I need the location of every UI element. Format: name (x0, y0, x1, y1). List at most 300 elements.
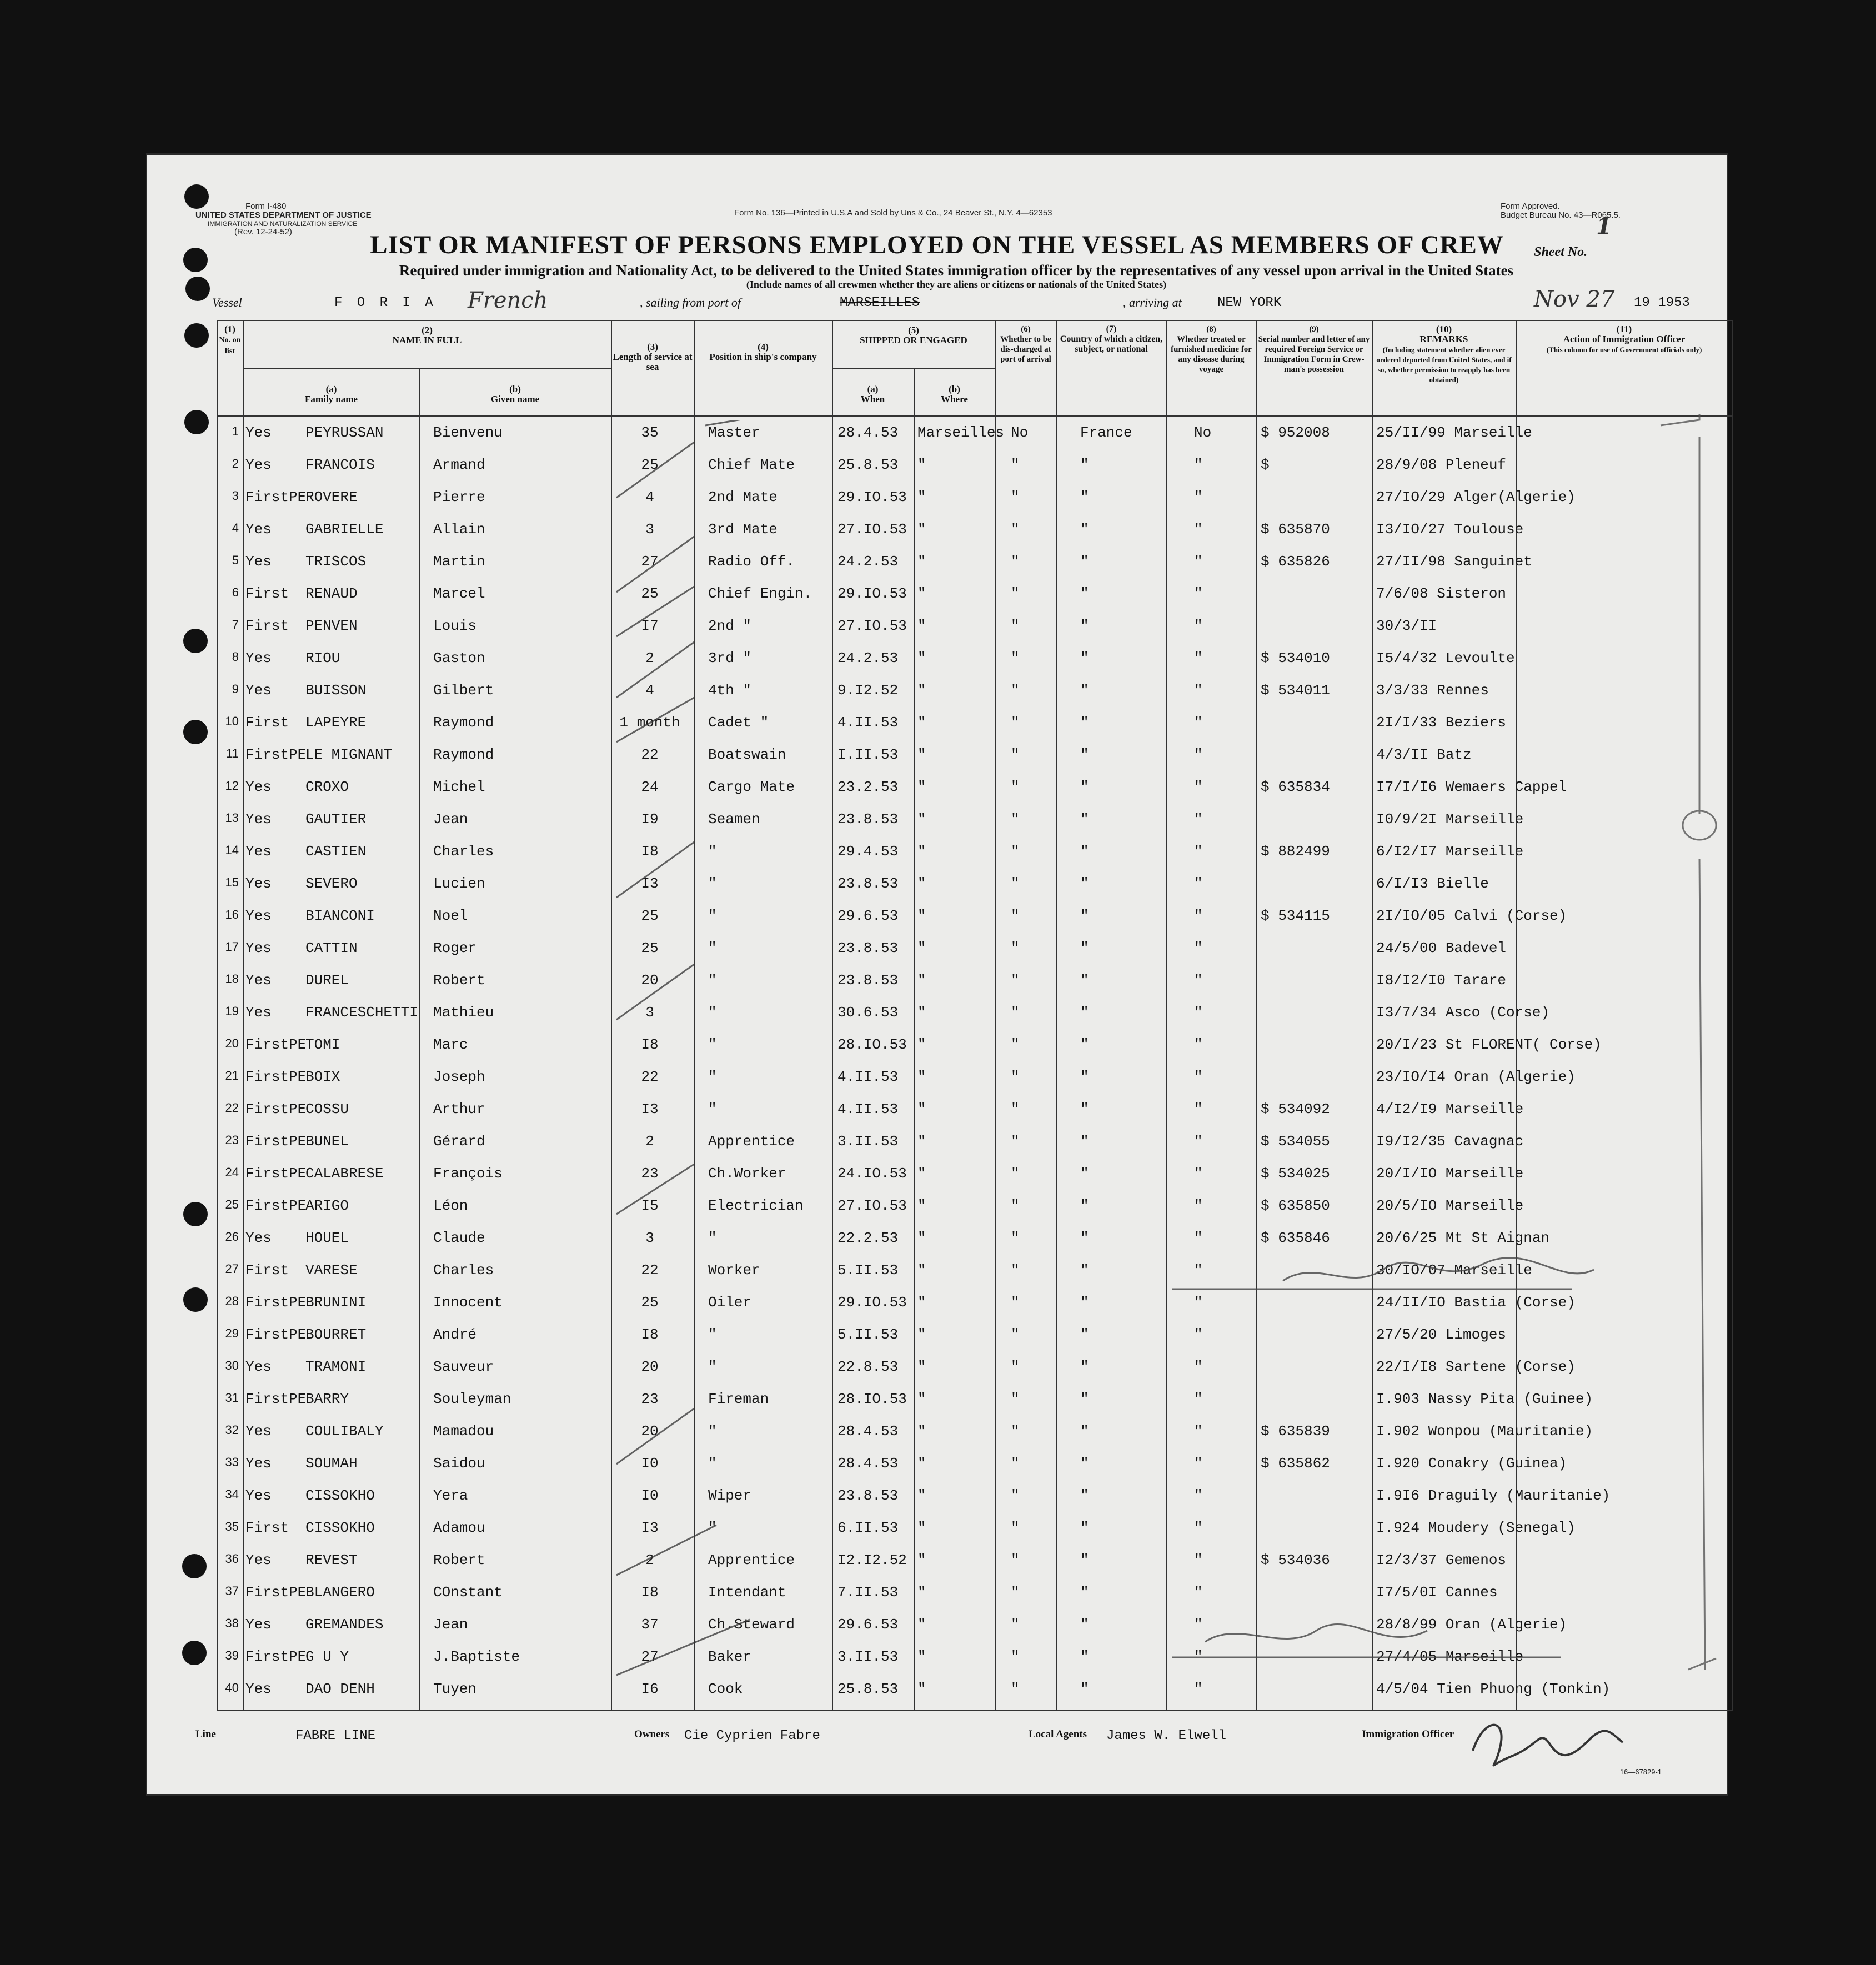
family-name: CISSOKHO (305, 1520, 375, 1536)
discharged: " (1011, 1455, 1020, 1472)
medicine: " (1194, 489, 1203, 505)
service-length: 25 (641, 940, 659, 956)
country: " (1080, 1616, 1089, 1633)
shipped-where: " (917, 618, 926, 634)
service-length: 20 (641, 972, 659, 989)
country: " (1080, 457, 1089, 473)
row-flag: FirstPE (245, 1165, 307, 1182)
shipped-when: 29.6.53 (837, 1616, 899, 1633)
table-row (217, 804, 1733, 836)
shipped-when: 23.8.53 (837, 811, 899, 828)
position: Worker (708, 1262, 760, 1279)
given-name: Bienvenu (433, 424, 503, 441)
row-flag: Yes (245, 940, 272, 956)
row-flag: FirstPE (245, 489, 307, 505)
discharged: " (1011, 1584, 1020, 1601)
medicine: " (1194, 1165, 1203, 1182)
country: " (1080, 1230, 1089, 1246)
position: Cargo Mate (708, 779, 795, 795)
table-row (217, 611, 1733, 643)
position: Ch.Worker (708, 1165, 786, 1182)
remarks: 20/5/IO Marseille (1376, 1197, 1524, 1214)
country: " (1080, 843, 1089, 860)
country: " (1080, 585, 1089, 602)
row-number: 33 (225, 1455, 239, 1469)
row-flag: Yes (245, 1423, 272, 1440)
row-flag: Yes (245, 779, 272, 795)
position: " (708, 1520, 717, 1536)
position: Ch.Steward (708, 1616, 795, 1633)
row-number: 10 (225, 714, 239, 728)
punch-hole (183, 1202, 208, 1226)
remarks: 27/II/98 Sanguinet (1376, 553, 1532, 570)
footer: Line FABRE LINE Owners Cie Cyprien Fabre Local Agents James W. Elwell Immigration Officer (195, 1728, 1717, 1751)
punch-hole (182, 1641, 207, 1665)
given-name: Claude (433, 1230, 485, 1246)
row-flag: FirstPE (245, 1326, 307, 1343)
shipped-where: " (917, 1069, 926, 1085)
country: " (1080, 553, 1089, 570)
shipped-where: " (917, 457, 926, 473)
position: " (708, 1326, 717, 1343)
shipped-when: 4.II.53 (837, 1069, 899, 1085)
row-flag: FirstPE (245, 1294, 307, 1311)
shipped-when: 28.4.53 (837, 424, 899, 441)
given-name: Jean (433, 1616, 468, 1633)
shipped-where: " (917, 682, 926, 699)
row-number: 37 (225, 1584, 239, 1598)
medicine: " (1194, 714, 1203, 731)
family-name: FRANCOIS (305, 457, 375, 473)
service-length: 3 (645, 1230, 654, 1246)
medicine: " (1194, 1520, 1203, 1536)
discharged: " (1011, 1230, 1020, 1246)
medicine: " (1194, 843, 1203, 860)
position: " (708, 843, 717, 860)
country: " (1080, 811, 1089, 828)
officer-bracket-marks (1516, 414, 1733, 1708)
shipped-where: " (917, 843, 926, 860)
row-flag: FirstPE (245, 1101, 307, 1117)
discharged: " (1011, 779, 1020, 795)
country: France (1080, 424, 1132, 441)
service-length: 25 (641, 457, 659, 473)
given-name: Sauveur (433, 1359, 494, 1375)
serial-number: $ 534025 (1261, 1165, 1330, 1182)
row-number: 12 (225, 779, 239, 793)
given-name: Robert (433, 972, 485, 989)
col-name-header: (2) NAME IN FULL (392, 325, 462, 345)
position: " (708, 1423, 717, 1440)
family-name: BUISSON (305, 682, 367, 699)
discharged: " (1011, 618, 1020, 634)
family-name: DUREL (305, 972, 349, 989)
family-name: TRISCOS (305, 553, 367, 570)
shipped-where: " (917, 1359, 926, 1375)
position: Wiper (708, 1487, 752, 1504)
position: Master (708, 424, 760, 441)
serial-number: $ 635839 (1261, 1423, 1330, 1440)
shipped-where: " (917, 650, 926, 666)
family-name: ROVERE (305, 489, 358, 505)
row-number: 15 (225, 875, 239, 889)
country: " (1080, 1133, 1089, 1150)
medicine: " (1194, 1262, 1203, 1279)
remarks: 27/5/20 Limoges (1376, 1326, 1507, 1343)
row-number: 28 (225, 1294, 239, 1308)
remarks: 23/IO/I4 Oran (Algerie) (1376, 1069, 1576, 1085)
remarks: 20/I/IO Marseille (1376, 1165, 1524, 1182)
serial-number: $ 534055 (1261, 1133, 1330, 1150)
service-length: 23 (641, 1391, 659, 1407)
position: Chief Mate (708, 457, 795, 473)
medicine: No (1194, 424, 1212, 441)
shipped-when: 24.IO.53 (837, 1165, 907, 1182)
country: " (1080, 1197, 1089, 1214)
given-name: Souleyman (433, 1391, 511, 1407)
service: IMMIGRATION AND NATURALIZATION SERVICE (208, 220, 358, 228)
service-length: I8 (641, 843, 659, 860)
remarks: I.924 Moudery (Senegal) (1376, 1520, 1576, 1536)
row-number: 13 (225, 811, 239, 825)
table-row (217, 579, 1733, 611)
service-length: 20 (641, 1359, 659, 1375)
serial-number: $ 534092 (1261, 1101, 1330, 1117)
shipped-when: 23.8.53 (837, 1487, 899, 1504)
given-name: Gilbert (433, 682, 494, 699)
shipped-where: " (917, 972, 926, 989)
service-length: I5 (641, 1197, 659, 1214)
col-family-header: (a) Family name (305, 384, 358, 404)
discharged: " (1011, 1036, 1020, 1053)
country: " (1080, 875, 1089, 892)
family-name: RIOU (305, 650, 340, 666)
given-name: Saidou (433, 1455, 485, 1472)
shipped-when: 9.I2.52 (837, 682, 899, 699)
position: " (708, 875, 717, 892)
row-flag: Yes (245, 682, 272, 699)
service-length: 4 (645, 682, 654, 699)
shipped-where: " (917, 1616, 926, 1633)
family-name: BRUNINI (305, 1294, 367, 1311)
discharged: " (1011, 1133, 1020, 1150)
medicine: " (1194, 940, 1203, 956)
shipped-when: 30.6.53 (837, 1004, 899, 1021)
shipped-when: 28.IO.53 (837, 1036, 907, 1053)
shipped-where: " (917, 1648, 926, 1665)
row-flag: Yes (245, 1359, 272, 1375)
row-number: 25 (225, 1197, 239, 1211)
serial-number: $ 635846 (1261, 1230, 1330, 1246)
service-length: 3 (645, 1004, 654, 1021)
serial-number: $ 534036 (1261, 1552, 1330, 1568)
row-flag: FirstPE (245, 1069, 307, 1085)
row-flag: FirstPE (245, 1584, 307, 1601)
country: " (1080, 682, 1089, 699)
table-row (217, 547, 1733, 579)
given-name: Yera (433, 1487, 468, 1504)
family-name: CATTIN (305, 940, 358, 956)
remarks: 3/3/33 Rennes (1376, 682, 1489, 699)
table-row (217, 1030, 1733, 1062)
remarks: 4/I2/I9 Marseille (1376, 1101, 1524, 1117)
row-flag: Yes (245, 1487, 272, 1504)
row-number: 16 (225, 908, 239, 921)
revision: (Rev. 12-24-52) (234, 227, 292, 237)
row-number: 20 (225, 1036, 239, 1050)
discharged: " (1011, 553, 1020, 570)
remarks: I9/I2/35 Cavagnac (1376, 1133, 1524, 1150)
medicine: " (1194, 585, 1203, 602)
medicine: " (1194, 1230, 1203, 1246)
position: Radio Off. (708, 553, 795, 570)
row-number: 29 (225, 1326, 239, 1340)
table-row (217, 997, 1733, 1030)
family-name: G U Y (305, 1648, 349, 1665)
family-name: BOURRET (305, 1326, 367, 1343)
serial-number: $ 635834 (1261, 779, 1330, 795)
family-name: BARRY (305, 1391, 349, 1407)
discharged: " (1011, 1487, 1020, 1504)
remarks: 24/5/00 Badevel (1376, 940, 1507, 956)
punch-hole (182, 1554, 207, 1578)
given-name: COnstant (433, 1584, 503, 1601)
table-row (217, 772, 1733, 804)
given-name: Charles (433, 1262, 494, 1279)
shipped-where: " (917, 1455, 926, 1472)
position: Fireman (708, 1391, 769, 1407)
table-row (217, 1094, 1733, 1126)
shipped-where: " (917, 746, 926, 763)
discharged: " (1011, 1262, 1020, 1279)
remarks: 28/8/99 Oran (Algerie) (1376, 1616, 1567, 1633)
row-flag: Yes (245, 1681, 272, 1697)
row-flag: FirstPE (245, 1133, 307, 1150)
medicine: " (1194, 1197, 1203, 1214)
shipped-when: 5.II.53 (837, 1326, 899, 1343)
position: " (708, 972, 717, 989)
medicine: " (1194, 1487, 1203, 1504)
col-discharged-header: (6) Whether to be dis-charged at port of arrival (1000, 325, 1051, 364)
department: UNITED STATES DEPARTMENT OF JUSTICE (195, 210, 372, 220)
given-name: Marcel (433, 585, 485, 602)
row-number: 40 (225, 1681, 239, 1695)
medicine: " (1194, 1584, 1203, 1601)
given-name: Tuyen (433, 1681, 477, 1697)
given-name: Martin (433, 553, 485, 570)
row-flag: Yes (245, 1230, 272, 1246)
row-number: 14 (225, 843, 239, 857)
discharged: No (1011, 424, 1029, 441)
family-name: CALABRESE (305, 1165, 384, 1182)
family-name: BUNEL (305, 1133, 349, 1150)
given-name: Jean (433, 811, 468, 828)
family-name: COSSU (305, 1101, 349, 1117)
medicine: " (1194, 908, 1203, 924)
serial-number: $ 952008 (1261, 424, 1330, 441)
row-number: 18 (225, 972, 239, 986)
row-flag: First (245, 618, 289, 634)
shipped-when: 27.IO.53 (837, 618, 907, 634)
shipped-when: 23.8.53 (837, 940, 899, 956)
table-row (217, 869, 1733, 901)
form-approved: Form Approved. (1501, 202, 1560, 211)
shipped-where: " (917, 1004, 926, 1021)
remarks: I.920 Conakry (Guinea) (1376, 1455, 1567, 1472)
row-flag: Yes (245, 811, 272, 828)
row-number: 32 (225, 1423, 239, 1437)
shipped-when: 5.II.53 (837, 1262, 899, 1279)
row-number: 30 (225, 1359, 239, 1372)
remarks: 2I/IO/05 Calvi (Corse) (1376, 908, 1567, 924)
position: Electrician (708, 1197, 804, 1214)
given-name: Mamadou (433, 1423, 494, 1440)
row-flag: Yes (245, 521, 272, 538)
shipped-where: " (917, 714, 926, 731)
country: " (1080, 1165, 1089, 1182)
vessel-line: Vessel F O R I A French , sailing from port of MARSEILLES , arriving at NEW YORK Nov 27 19 1953 (212, 287, 1690, 313)
row-flag: Yes (245, 1004, 272, 1021)
remarks: I3/IO/27 Toulouse (1376, 521, 1524, 538)
shipped-where: " (917, 779, 926, 795)
row-number: 27 (225, 1262, 239, 1276)
row-flag: Yes (245, 553, 272, 570)
medicine: " (1194, 1101, 1203, 1117)
medicine: " (1194, 972, 1203, 989)
col-given-header: (b) Given name (490, 384, 540, 404)
discharged: " (1011, 682, 1020, 699)
remarks: 2I/I/33 Beziers (1376, 714, 1507, 731)
medicine: " (1194, 1648, 1203, 1665)
punch-hole (183, 629, 208, 653)
budget-bureau: Budget Bureau No. 43—R065.5. (1501, 210, 1621, 220)
remarks: I.903 Nassy Pita (Guinee) (1376, 1391, 1593, 1407)
discharged: " (1011, 650, 1020, 666)
family-name: LE MIGNANT (305, 746, 393, 763)
shipped-when: 7.II.53 (837, 1584, 899, 1601)
medicine: " (1194, 811, 1203, 828)
country: " (1080, 1487, 1089, 1504)
position: Boatswain (708, 746, 786, 763)
shipped-where: " (917, 1520, 926, 1536)
row-flag: FirstPE (245, 1036, 307, 1053)
service-length: I8 (641, 1584, 659, 1601)
remarks: I.9I6 Draguily (Mauritanie) (1376, 1487, 1611, 1504)
service-length: 4 (645, 489, 654, 505)
discharged: " (1011, 1681, 1020, 1697)
remarks: 22/I/I8 Sartene (Corse) (1376, 1359, 1576, 1375)
row-number: 11 (226, 746, 239, 760)
shipped-when: 28.IO.53 (837, 1391, 907, 1407)
family-name: FRANCESCHETTI (305, 1004, 418, 1021)
given-name: Robert (433, 1552, 485, 1568)
position: " (708, 1101, 717, 1117)
position: " (708, 1036, 717, 1053)
shipped-when: 22.2.53 (837, 1230, 899, 1246)
service-length: I6 (641, 1681, 659, 1697)
table-row (217, 675, 1733, 708)
family-name: TRAMONI (305, 1359, 367, 1375)
row-flag: First (245, 585, 289, 602)
shipped-when: 29.IO.53 (837, 489, 907, 505)
row-number: 1 (232, 424, 239, 438)
shipped-when: 27.IO.53 (837, 1197, 907, 1214)
row-flag: FirstPE (245, 746, 307, 763)
table-row (217, 514, 1733, 547)
service-length: I0 (641, 1455, 659, 1472)
service-length: I8 (641, 1036, 659, 1053)
shipped-where: " (917, 553, 926, 570)
country: " (1080, 489, 1089, 505)
col-shipped-header: (5) SHIPPED OR ENGAGED (860, 325, 967, 345)
col-no-header: (1) No. on list (219, 324, 241, 355)
family-name: CASTIEN (305, 843, 367, 860)
table-row (217, 933, 1733, 965)
medicine: " (1194, 1004, 1203, 1021)
shipped-when: 3.II.53 (837, 1648, 899, 1665)
remarks: 30/IO/07 Marseille (1376, 1262, 1532, 1279)
row-number: 26 (225, 1230, 239, 1244)
service-length: 22 (641, 1262, 659, 1279)
shipped-when: 4.II.53 (837, 1101, 899, 1117)
service-length: 2 (645, 1133, 654, 1150)
col-country-header: (7) Country of which a citizen, subject, or national (1060, 324, 1163, 354)
shipped-where: " (917, 521, 926, 538)
discharged: " (1011, 908, 1020, 924)
row-number: 34 (225, 1487, 239, 1501)
service-length: 2 (645, 1552, 654, 1568)
position: Apprentice (708, 1133, 795, 1150)
medicine: " (1194, 457, 1203, 473)
discharged: " (1011, 1326, 1020, 1343)
shipped-when: 22.8.53 (837, 1359, 899, 1375)
position: Baker (708, 1648, 752, 1665)
family-name: CISSOKHO (305, 1487, 375, 1504)
vessel-flag-hand: French (468, 288, 548, 313)
given-name: Innocent (433, 1294, 503, 1311)
position: Chief Engin. (708, 585, 812, 602)
line-name: FABRE LINE (295, 1728, 376, 1743)
row-flag: Yes (245, 843, 272, 860)
country: " (1080, 746, 1089, 763)
row-number: 21 (225, 1069, 239, 1082)
family-name: ARIGO (305, 1197, 349, 1214)
given-name: Raymond (433, 746, 494, 763)
country: " (1080, 1101, 1089, 1117)
remarks: 28/9/08 Pleneuf (1376, 457, 1507, 473)
row-number: 2 (232, 457, 239, 470)
position: 2nd " (708, 618, 752, 634)
shipped-when: 29.6.53 (837, 908, 899, 924)
position: 3rd " (708, 650, 752, 666)
country: " (1080, 1326, 1089, 1343)
row-number: 38 (225, 1616, 239, 1630)
discharged: " (1011, 585, 1020, 602)
given-name: Mathieu (433, 1004, 494, 1021)
shipped-when: I2.I2.52 (837, 1552, 907, 1568)
discharged: " (1011, 1165, 1020, 1182)
row-number: 22 (225, 1101, 239, 1115)
shipped-where: " (917, 940, 926, 956)
row-number: 17 (225, 940, 239, 954)
service-length: I3 (641, 875, 659, 892)
given-name: Gérard (433, 1133, 485, 1150)
manifest-page (146, 153, 1728, 1796)
owners-name: Cie Cyprien Fabre (684, 1728, 820, 1743)
country: " (1080, 1648, 1089, 1665)
country: " (1080, 1294, 1089, 1311)
serial-number: $ 534115 (1261, 908, 1330, 924)
